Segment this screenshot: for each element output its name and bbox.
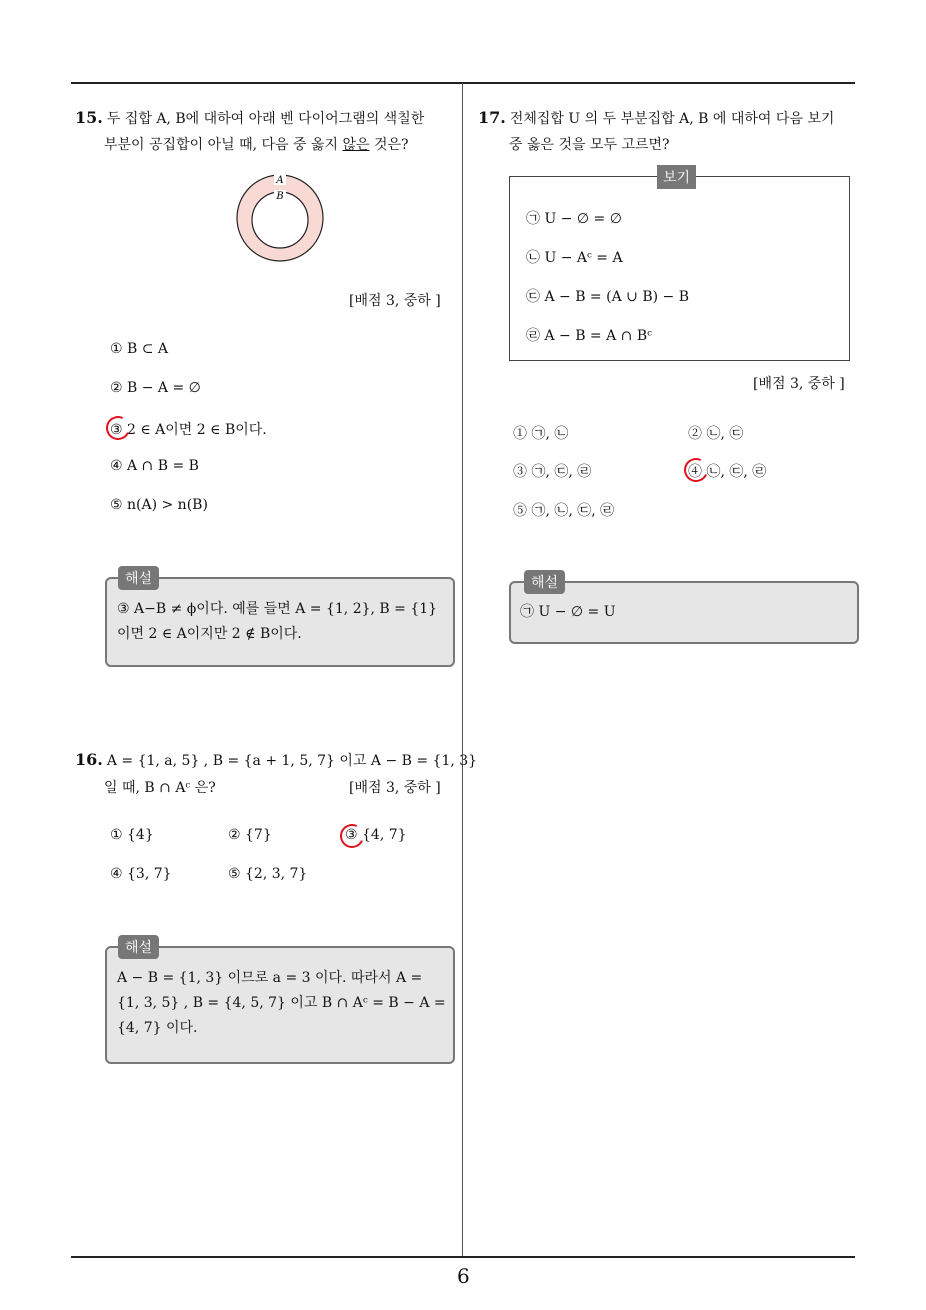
bottom-rule xyxy=(71,1256,855,1258)
q15-line2 xyxy=(104,134,409,154)
q15-option-3[interactable]: ③ 2 ∈ A이면 2 ∈ B이다. xyxy=(110,422,267,438)
q15-text1: 두 집합 A, B에 대하여 아래 벤 다이어그램의 색칠한 xyxy=(106,111,425,127)
q17-bogi-tag: 보기 xyxy=(657,165,696,189)
q17-solution-line1: ㉠ U − ∅ = U xyxy=(520,604,616,620)
q17-bogi-item-4: ㉣ A − B = A ∩ Bᶜ xyxy=(526,328,652,344)
q15-text2-post: 것은? xyxy=(369,137,409,153)
q16-score: [배점 3, 중하 ] xyxy=(349,780,441,796)
q17-option-4[interactable]: ④ ㉡, ㉢, ㉣ xyxy=(688,464,767,480)
q17-number: 17. xyxy=(478,108,506,127)
venn-label-b: B xyxy=(276,191,284,202)
q16-text1: A = {1, a, 5} , B = {a + 1, 5, 7} 이고 A − B = {1, 3} xyxy=(106,753,478,769)
q16-option-4[interactable]: ④ {3, 7} xyxy=(110,866,172,882)
q16-option-5[interactable]: ⑤ {2, 3, 7} xyxy=(228,866,308,882)
q17-option-1[interactable]: ① ㉠, ㉡ xyxy=(513,426,569,442)
top-rule xyxy=(71,82,855,84)
venn-label-a: A xyxy=(276,175,284,186)
q17-line2: 중 옳은 것을 모두 고르면? xyxy=(509,137,670,153)
q15-option-5[interactable]: ⑤ n(A) > n(B) xyxy=(110,497,208,513)
q16-option-3[interactable]: ③ {4, 7} xyxy=(345,827,407,843)
q15-solution-line2: 이면 2 ∈ A이지만 2 ∉ B이다. xyxy=(117,626,302,642)
q16-answer-mark xyxy=(337,821,368,852)
page-number: 6 xyxy=(457,1264,470,1288)
q15-option-1[interactable]: ① B ⊂ A xyxy=(110,341,169,357)
q16-option-2[interactable]: ② {7} xyxy=(228,827,272,843)
column-divider xyxy=(462,83,463,1257)
q15-venn-diagram xyxy=(230,172,330,262)
q15-text2-pre: 부분이 공집합이 아닐 때, 다음 중 옳지 xyxy=(104,137,343,153)
q15-text2-underlined: 않은 xyxy=(342,137,370,153)
q15-solution-line1: ③ A−B ≠ ϕ이다. 예를 들면 A = {1, 2}, B = {1} xyxy=(117,601,438,617)
q17-option-5[interactable]: ⑤ ㉠, ㉡, ㉢, ㉣ xyxy=(513,503,615,519)
q16-solution-line3: {4, 7} 이다. xyxy=(117,1020,198,1036)
q15-solution-tag: 해설 xyxy=(118,566,159,590)
q15-option-4[interactable]: ④ A ∩ B = B xyxy=(110,458,199,474)
q17-line1 xyxy=(478,108,834,128)
q15-line1 xyxy=(75,108,424,128)
q16-line1 xyxy=(75,750,477,770)
q16-number: 16. xyxy=(75,750,103,769)
q17-solution-tag: 해설 xyxy=(524,570,565,594)
q16-option-1[interactable]: ① {4} xyxy=(110,827,154,843)
q15-number: 15. xyxy=(75,108,103,127)
q17-text1: 전체집합 U 의 두 부분집합 A, B 에 대하여 다음 보기 xyxy=(509,111,835,127)
q17-bogi-item-1: ㉠ U − ∅ = ∅ xyxy=(526,211,622,227)
q17-option-3[interactable]: ③ ㉠, ㉢, ㉣ xyxy=(513,464,592,480)
q15-option-2[interactable]: ② B − A = ∅ xyxy=(110,380,201,396)
q16-solution-line1: A − B = {1, 3} 이므로 a = 3 이다. 따라서 A = xyxy=(117,970,423,986)
q16-line2: 일 때, B ∩ Aᶜ 은? xyxy=(104,780,216,796)
q16-solution-tag: 해설 xyxy=(118,935,159,959)
q17-option-2[interactable]: ② ㉡, ㉢ xyxy=(688,426,744,442)
q15-score: [배점 3, 중하 ] xyxy=(349,293,441,309)
q17-bogi-item-2: ㉡ U − Aᶜ = A xyxy=(526,250,623,266)
q17-score: [배점 3, 중하 ] xyxy=(753,376,845,392)
q17-bogi-item-3: ㉢ A − B = (A ∪ B) − B xyxy=(526,289,689,305)
q16-solution-line2: {1, 3, 5} , B = {4, 5, 7} 이고 B ∩ Aᶜ = B − A = xyxy=(117,995,446,1011)
